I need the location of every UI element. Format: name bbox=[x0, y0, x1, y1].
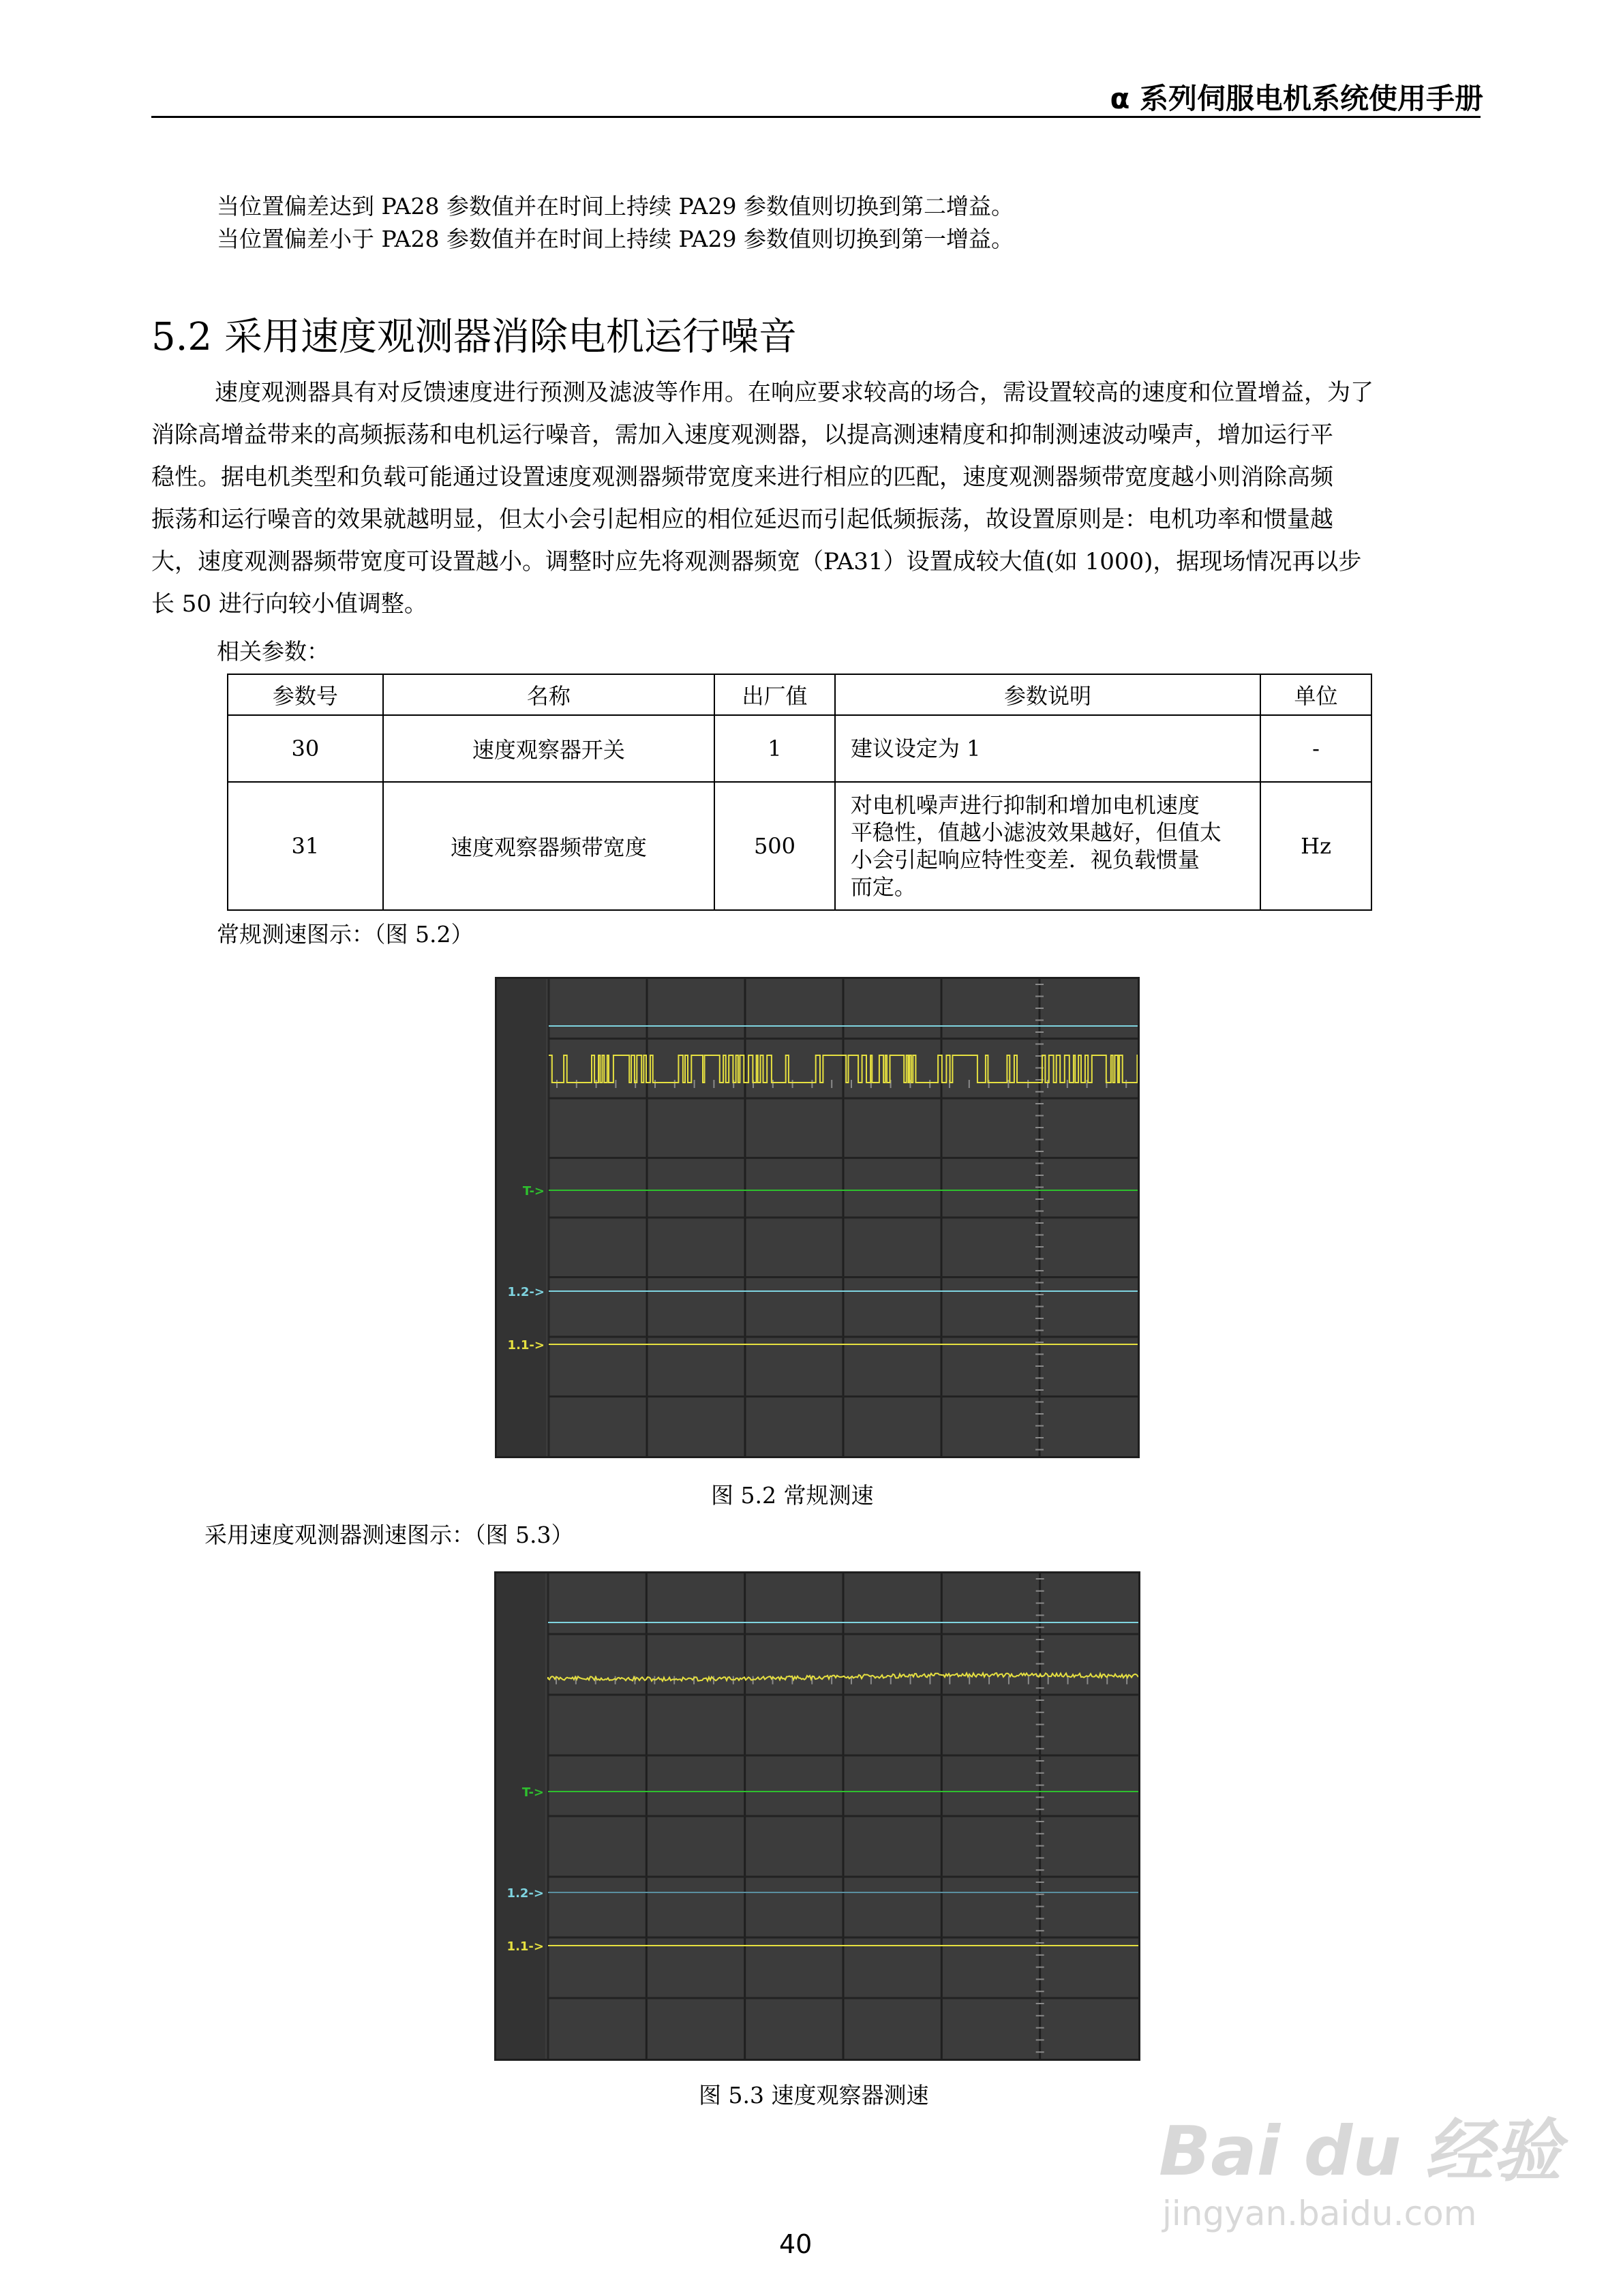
watermark-logo bbox=[1159, 2096, 1561, 2194]
cell-unit: - bbox=[1260, 715, 1371, 782]
header-cell-desc: 参数说明 bbox=[835, 674, 1260, 715]
scope-figure-5-3 bbox=[494, 1571, 1140, 2061]
paragraph-line: 大，速度观测器频带宽度可设置越小。调整时应先将观测器频宽（PA31）设置成较大值(如 1000)，据现场情况再以步 bbox=[151, 548, 1362, 575]
header-title: α 系列伺服电机系统使用手册 bbox=[1110, 82, 1483, 115]
cell-name: 速度观察器开关 bbox=[383, 715, 714, 782]
related-params-label: 相关参数： bbox=[217, 638, 329, 665]
cell-desc bbox=[835, 782, 1260, 910]
scope-left-panel bbox=[497, 979, 546, 1456]
intro-line-1: 当位置偏差达到 PA28 参数值并在时间上持续 PA29 参数值则切换到第二增益。 bbox=[217, 193, 1014, 220]
paragraph-line: 稳性。据电机类型和负载可能通过设置速度观测器频带宽度来进行相应的匹配，速度观测器频带宽度越小则消除高频 bbox=[151, 464, 1333, 491]
cell-default: 1 bbox=[714, 715, 835, 782]
channel-marker: 1.1-> bbox=[506, 1939, 544, 1954]
channel-marker: 1.2-> bbox=[507, 1285, 545, 1299]
watermark-url: jingyan.baidu.com bbox=[1162, 2194, 1477, 2233]
figure2-caption: 图 5.3 速度观察器测速 bbox=[699, 2082, 929, 2109]
cell-desc: 建议设定为 1 bbox=[835, 715, 1260, 782]
channel-marker: T-> bbox=[522, 1184, 545, 1198]
header-cell-unit: 单位 bbox=[1260, 674, 1371, 715]
page-number: 40 bbox=[779, 2229, 813, 2259]
channel-marker: T-> bbox=[521, 1785, 544, 1800]
params-table bbox=[227, 674, 1372, 911]
oscilloscope-plot bbox=[496, 1573, 1138, 2059]
section-paragraph bbox=[151, 372, 1479, 625]
desc-line: 小会引起响应特性变差．视负载惯量 bbox=[850, 847, 1200, 873]
figure1-caption: 图 5.2 常规测速 bbox=[711, 1482, 874, 1509]
figure1-intro: 常规测速图示：（图 5.2） bbox=[217, 921, 474, 948]
cell-unit: Hz bbox=[1260, 782, 1371, 910]
oscilloscope-plot bbox=[497, 979, 1138, 1456]
channel-marker: 1.2-> bbox=[506, 1886, 544, 1901]
figure2-intro: 采用速度观测器测速图示：（图 5.3） bbox=[204, 1522, 574, 1548]
desc-line: 而定。 bbox=[850, 874, 916, 900]
paragraph-line: 振荡和运行噪音的效果就越明显，但太小会引起相应的相位延迟而引起低频振荡，故设置原则是：电机功率和惯量越 bbox=[151, 506, 1333, 533]
paragraph-line: 消除高增益带来的高频振荡和电机运行噪音，需加入速度观测器，以提高测速精度和抑制测速波动噪声，增加运行平 bbox=[151, 421, 1333, 449]
cell-no: 31 bbox=[228, 782, 383, 910]
section-title: 5.2 采用速度观测器消除电机运行噪音 bbox=[151, 315, 797, 359]
paragraph-line: 长 50 进行向较小值调整。 bbox=[151, 590, 427, 618]
intro-line-2: 当位置偏差小于 PA28 参数值并在时间上持续 PA29 参数值则切换到第一增益。 bbox=[217, 226, 1014, 252]
header-cell-name: 名称 bbox=[383, 674, 714, 715]
table-row bbox=[228, 715, 1371, 782]
scope-left-panel bbox=[496, 1573, 545, 2059]
cell-no: 30 bbox=[228, 715, 383, 782]
header-cell-no: 参数号 bbox=[228, 674, 383, 715]
watermark-brand: Bai du 经验 bbox=[1159, 2111, 1562, 2191]
table-header-row bbox=[228, 674, 1371, 715]
header-cell-default: 出厂值 bbox=[714, 674, 835, 715]
scope-figure-5-2 bbox=[495, 977, 1140, 1458]
header-divider bbox=[151, 116, 1481, 118]
paragraph-line: 速度观测器具有对反馈速度进行预测及滤波等作用。在响应要求较高的场合，需设置较高的速度和位置增益，为了 bbox=[215, 379, 1374, 406]
cell-default: 500 bbox=[714, 782, 835, 910]
desc-line: 平稳性，值越小滤波效果越好，但值太 bbox=[850, 819, 1222, 845]
desc-line: 对电机噪声进行抑制和增加电机速度 bbox=[850, 792, 1200, 818]
table-row bbox=[228, 782, 1371, 910]
cell-name: 速度观察器频带宽度 bbox=[383, 782, 714, 910]
channel-marker: 1.1-> bbox=[507, 1338, 545, 1353]
